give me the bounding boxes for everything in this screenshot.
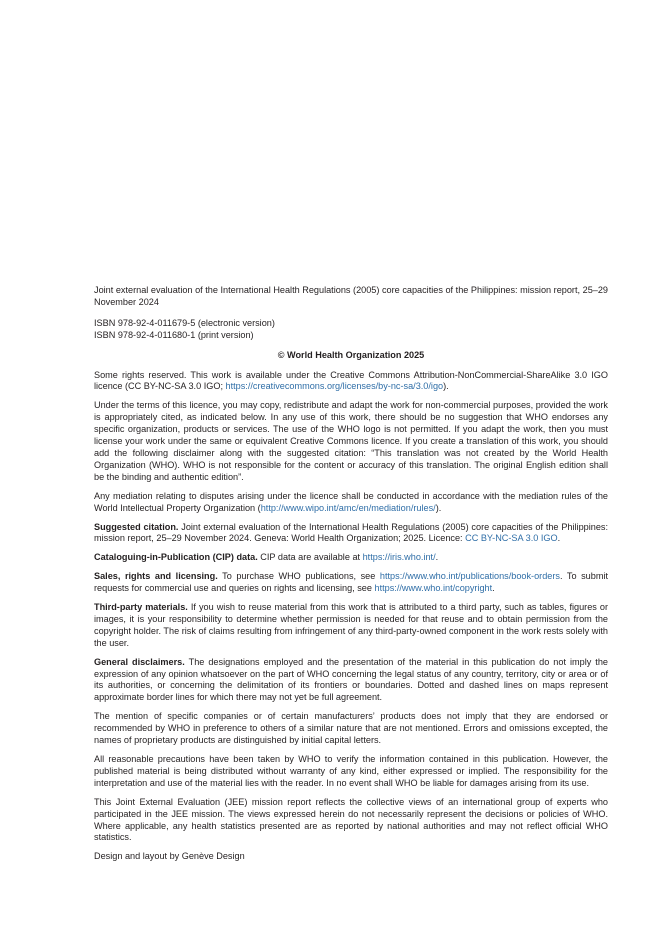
isbn-electronic: ISBN 978-92-4-011679-5 (electronic version) xyxy=(94,317,275,328)
jee-paragraph: This Joint External Evaluation (JEE) mission report reflects the collective views of an international group of experts who participated in the JEE mission. The views expressed herein do not necessarily represent the decisions or policies of WHO. Where applicable, any health statistics presented are as reported by national authorities and may not reflect official WHO statistics. xyxy=(94,796,608,843)
design-credit: Design and layout by Genève Design xyxy=(94,851,245,862)
sales-label: Sales, rights and licensing. xyxy=(94,571,218,582)
rights-end: ). xyxy=(443,381,449,392)
copyright-line: © World Health Organization 2025 xyxy=(277,349,425,360)
cip-end: . xyxy=(435,552,439,563)
third-party-paragraph xyxy=(94,602,608,650)
isbn-print: ISBN 978-92-4-011680-1 (print version) xyxy=(94,329,254,340)
third-party-label: Third-party materials. xyxy=(94,602,188,613)
citation-paragraph xyxy=(94,522,608,546)
isbn-block xyxy=(94,318,608,342)
cip-label: Cataloguing-in-Publication (CIP) data. xyxy=(94,552,258,563)
iris-link[interactable]: https://iris.who.int/ xyxy=(362,552,436,563)
book-orders-link[interactable]: https://www.who.int/publications/book-orders xyxy=(379,571,560,582)
sales-text-1: To purchase WHO publications, see xyxy=(217,571,380,582)
third-party-text: If you wish to reuse material from this work that is attributed to a third party, such as tables, figures or images, it is your responsibility to determine whether permission is needed for that reuse and to obtain permission from the copyright holder. The risk of claims resulting from infringement of any third-party-owned component in the work rests solely with the user. xyxy=(94,602,608,648)
mediation-paragraph xyxy=(94,491,608,515)
sales-end: . xyxy=(492,583,495,594)
document-title: Joint external evaluation of the International Health Regulations (2005) core capacities of the Philippines: mission report, 25–29 November 2024 xyxy=(94,285,608,307)
general-disclaimers-text: The designations employed and the presentation of the material in this publication do not imply the expression of any opinion whatsoever on the part of WHO concerning the legal status of any country, territory, city or area or of its authorities, or concerning the delimitation of its frontiers or boundaries. Dotted and dashed lines on maps represent approximate border lines for which there may not yet be full agreement. xyxy=(94,656,608,703)
citation-licence-link[interactable]: CC BY-NC-SA 3.0 IGO xyxy=(465,533,558,544)
copyright-link[interactable]: https://www.who.int/copyright xyxy=(374,583,493,594)
citation-end: . xyxy=(557,533,561,544)
citation-text: Joint external evaluation of the International Health Regulations (2005) core capacities of the Philippines: mission report, 25–29 November 2024. Geneva: World Health Organization; 2025. Licence: xyxy=(94,521,608,544)
mediation-end: ). xyxy=(435,502,442,513)
wipo-link[interactable]: http://www.wipo.int/amc/en/mediation/rules/ xyxy=(260,502,436,513)
general-disclaimers-paragraph xyxy=(94,657,608,705)
cip-paragraph xyxy=(94,552,608,564)
cc-licence-link[interactable]: https://creativecommons.org/licenses/by-nc-sa/3.0/igo xyxy=(225,381,444,392)
sales-text-2: . To submit requests for commercial use and queries on rights and licensing, see xyxy=(94,571,608,594)
companies-paragraph: The mention of specific companies or of certain manufacturers’ products does not imply that they are endorsed or recommended by WHO in preference to others of a similar nature that are not mentioned. Errors and omissions excepted, the names of proprietary products are distinguished by initial capital letters. xyxy=(94,711,608,746)
cip-text: CIP data are available at xyxy=(257,552,363,563)
sales-paragraph xyxy=(94,571,608,595)
precautions-paragraph: All reasonable precautions have been taken by WHO to verify the information contained in this publication. However, the published material is being distributed without warranty of any kind, either expressed or implied. The responsibility for the interpretation and use of the material lies with the reader. In no event shall WHO be liable for damages arising from its use. xyxy=(94,754,608,788)
general-disclaimers-label: General disclaimers. xyxy=(94,656,185,667)
rights-paragraph xyxy=(94,370,608,394)
citation-label: Suggested citation. xyxy=(94,521,179,532)
licence-terms-paragraph: Under the terms of this licence, you may copy, redistribute and adapt the work for non-commercial purposes, provided the work is appropriately cited, as indicated below. In any use of this work, there should be no suggestion that WHO endorses any specific organization, products or services. The use of the WHO logo is not permitted. If you adapt the work, then you must license your work under the same or equivalent Creative Commons licence. If you create a translation of this work, you should add the following disclaimer along with the suggested citation: “This translation was not created by the World Health Organization (WHO). WHO is not responsible for the content or accuracy of this translation. The original English edition shall be the binding and authentic edition”. xyxy=(94,400,608,482)
rights-text: Some rights reserved. This work is available under the Creative Commons Attribution-NonCommercial-ShareAlike 3.0 IGO licence (CC BY-NC-SA 3.0 IGO; xyxy=(94,369,608,392)
page-content xyxy=(94,285,608,870)
mediation-text: Any mediation relating to disputes arising under the licence shall be conducted in accordance with the mediation rules of the World Intellectual Property Organization ( xyxy=(94,490,608,513)
